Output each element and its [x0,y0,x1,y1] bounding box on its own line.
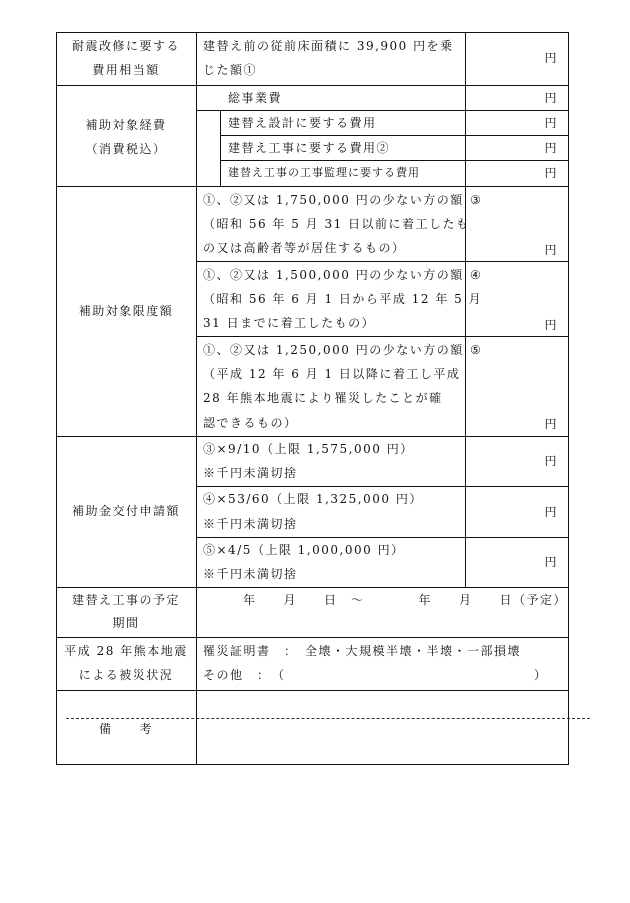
limit-block3-line3: 28 年熊本地震により罹災したことが確 [203,391,443,405]
remarks-label: 備 考 [98,722,153,736]
subrow-divider [196,261,569,262]
row-divider [56,436,569,437]
grant-block1-line1: ③×9/10（上限 1,575,000 円） [203,442,414,456]
limit-block1-line2: （昭和 56 年 5 月 31 日以前に着工したも [203,217,470,231]
seismic-label-line2: 費用相当額 [92,63,160,77]
column-divider [196,32,197,765]
grant-block3-unit: 円 [544,555,558,569]
subrow-divider [196,486,569,487]
schedule-label-line1: 建替え工事の予定 [71,593,180,607]
column-divider [465,186,466,587]
subrow-divider [220,160,569,161]
limit-block3-marker: ⑤ [470,343,483,357]
seismic-label-line1: 耐震改修に要する [71,39,180,53]
supervision-cost-unit: 円 [544,166,558,180]
subrow-divider [196,336,569,337]
seismic-unit: 円 [544,51,558,65]
column-divider [220,110,221,186]
subrow-divider [220,135,569,136]
remarks-dashed-line [66,718,590,719]
column-divider [465,85,466,186]
limit-block3-line4: 認できるもの） [203,416,298,430]
subrow-divider [196,110,569,111]
limit-block1-marker: ③ [470,193,483,207]
seismic-description-line1: 建替え前の従前床面積に 39,900 円を乗 [203,39,454,53]
schedule-label-line2: 期間 [112,616,140,630]
total-project-cost-label: 総事業費 [228,91,283,105]
limit-block1-line1: ①、②又は 1,750,000 円の少ない方の額 [203,193,464,207]
damage-other-suffix: ） [534,668,548,682]
construction-cost-label: 建替え工事に要する費用② [228,141,391,155]
subsidy-cost-label-line2: （消費税込） [85,142,167,156]
limit-block2-line1: ①、②又は 1,500,000 円の少ない方の額 [203,268,464,282]
row-divider [56,85,569,86]
grant-label: 補助金交付申請額 [71,504,180,518]
grant-block3-line2: ※千円未満切捨 [203,567,298,581]
limit-block3-line2: （平成 12 年 6 月 1 日以降に着工し平成 [203,367,461,381]
limit-block3-unit: 円 [544,417,558,431]
supervision-cost-label: 建替え工事の工事監理に要する費用 [228,166,420,179]
damage-label-line2: による被災状況 [78,668,174,682]
limit-block3-line1: ①、②又は 1,250,000 円の少ない方の額 [203,343,464,357]
subrow-divider [196,537,569,538]
limit-label: 補助対象限度額 [78,304,174,318]
subsidy-cost-label-line1: 補助対象経費 [85,118,167,132]
limit-block2-unit: 円 [544,318,558,332]
row-divider [56,186,569,187]
limit-block1-unit: 円 [544,243,558,257]
schedule-period-value: 年 月 日 ～ 年 月 日（予定） [243,593,568,607]
limit-block2-line3: 31 日までに着工したもの） [203,316,376,330]
grant-block3-line1: ⑤×4/5（上限 1,000,000 円） [203,543,405,557]
row-divider [56,690,569,691]
construction-cost-unit: 円 [544,141,558,155]
limit-block2-marker: ④ [470,268,483,282]
grant-block2-line2: ※千円未満切捨 [203,517,298,531]
damage-label-line1: 平成 28 年熊本地震 [64,644,188,658]
grant-block1-unit: 円 [544,454,558,468]
grant-block1-line2: ※千円未満切捨 [203,466,298,480]
row-divider [56,637,569,638]
total-project-cost-unit: 円 [544,91,558,105]
column-divider [465,32,466,86]
row-divider [56,587,569,588]
damage-certificate-options: 罹災証明書 ： 全壊・大規模半壊・半壊・一部損壊 [203,644,522,658]
grant-block2-line1: ④×53/60（上限 1,325,000 円） [203,492,423,506]
limit-block2-line2: （昭和 56 年 6 月 1 日から平成 12 年 5 月 [203,292,483,306]
limit-block1-line3: の又は高齢者等が居住するもの） [203,241,406,255]
design-cost-label: 建替え設計に要する費用 [228,116,377,130]
seismic-description-line2: じた額① [203,63,258,77]
damage-other-prefix: その他 ： （ [203,668,286,682]
grant-block2-unit: 円 [544,505,558,519]
design-cost-unit: 円 [544,116,558,130]
